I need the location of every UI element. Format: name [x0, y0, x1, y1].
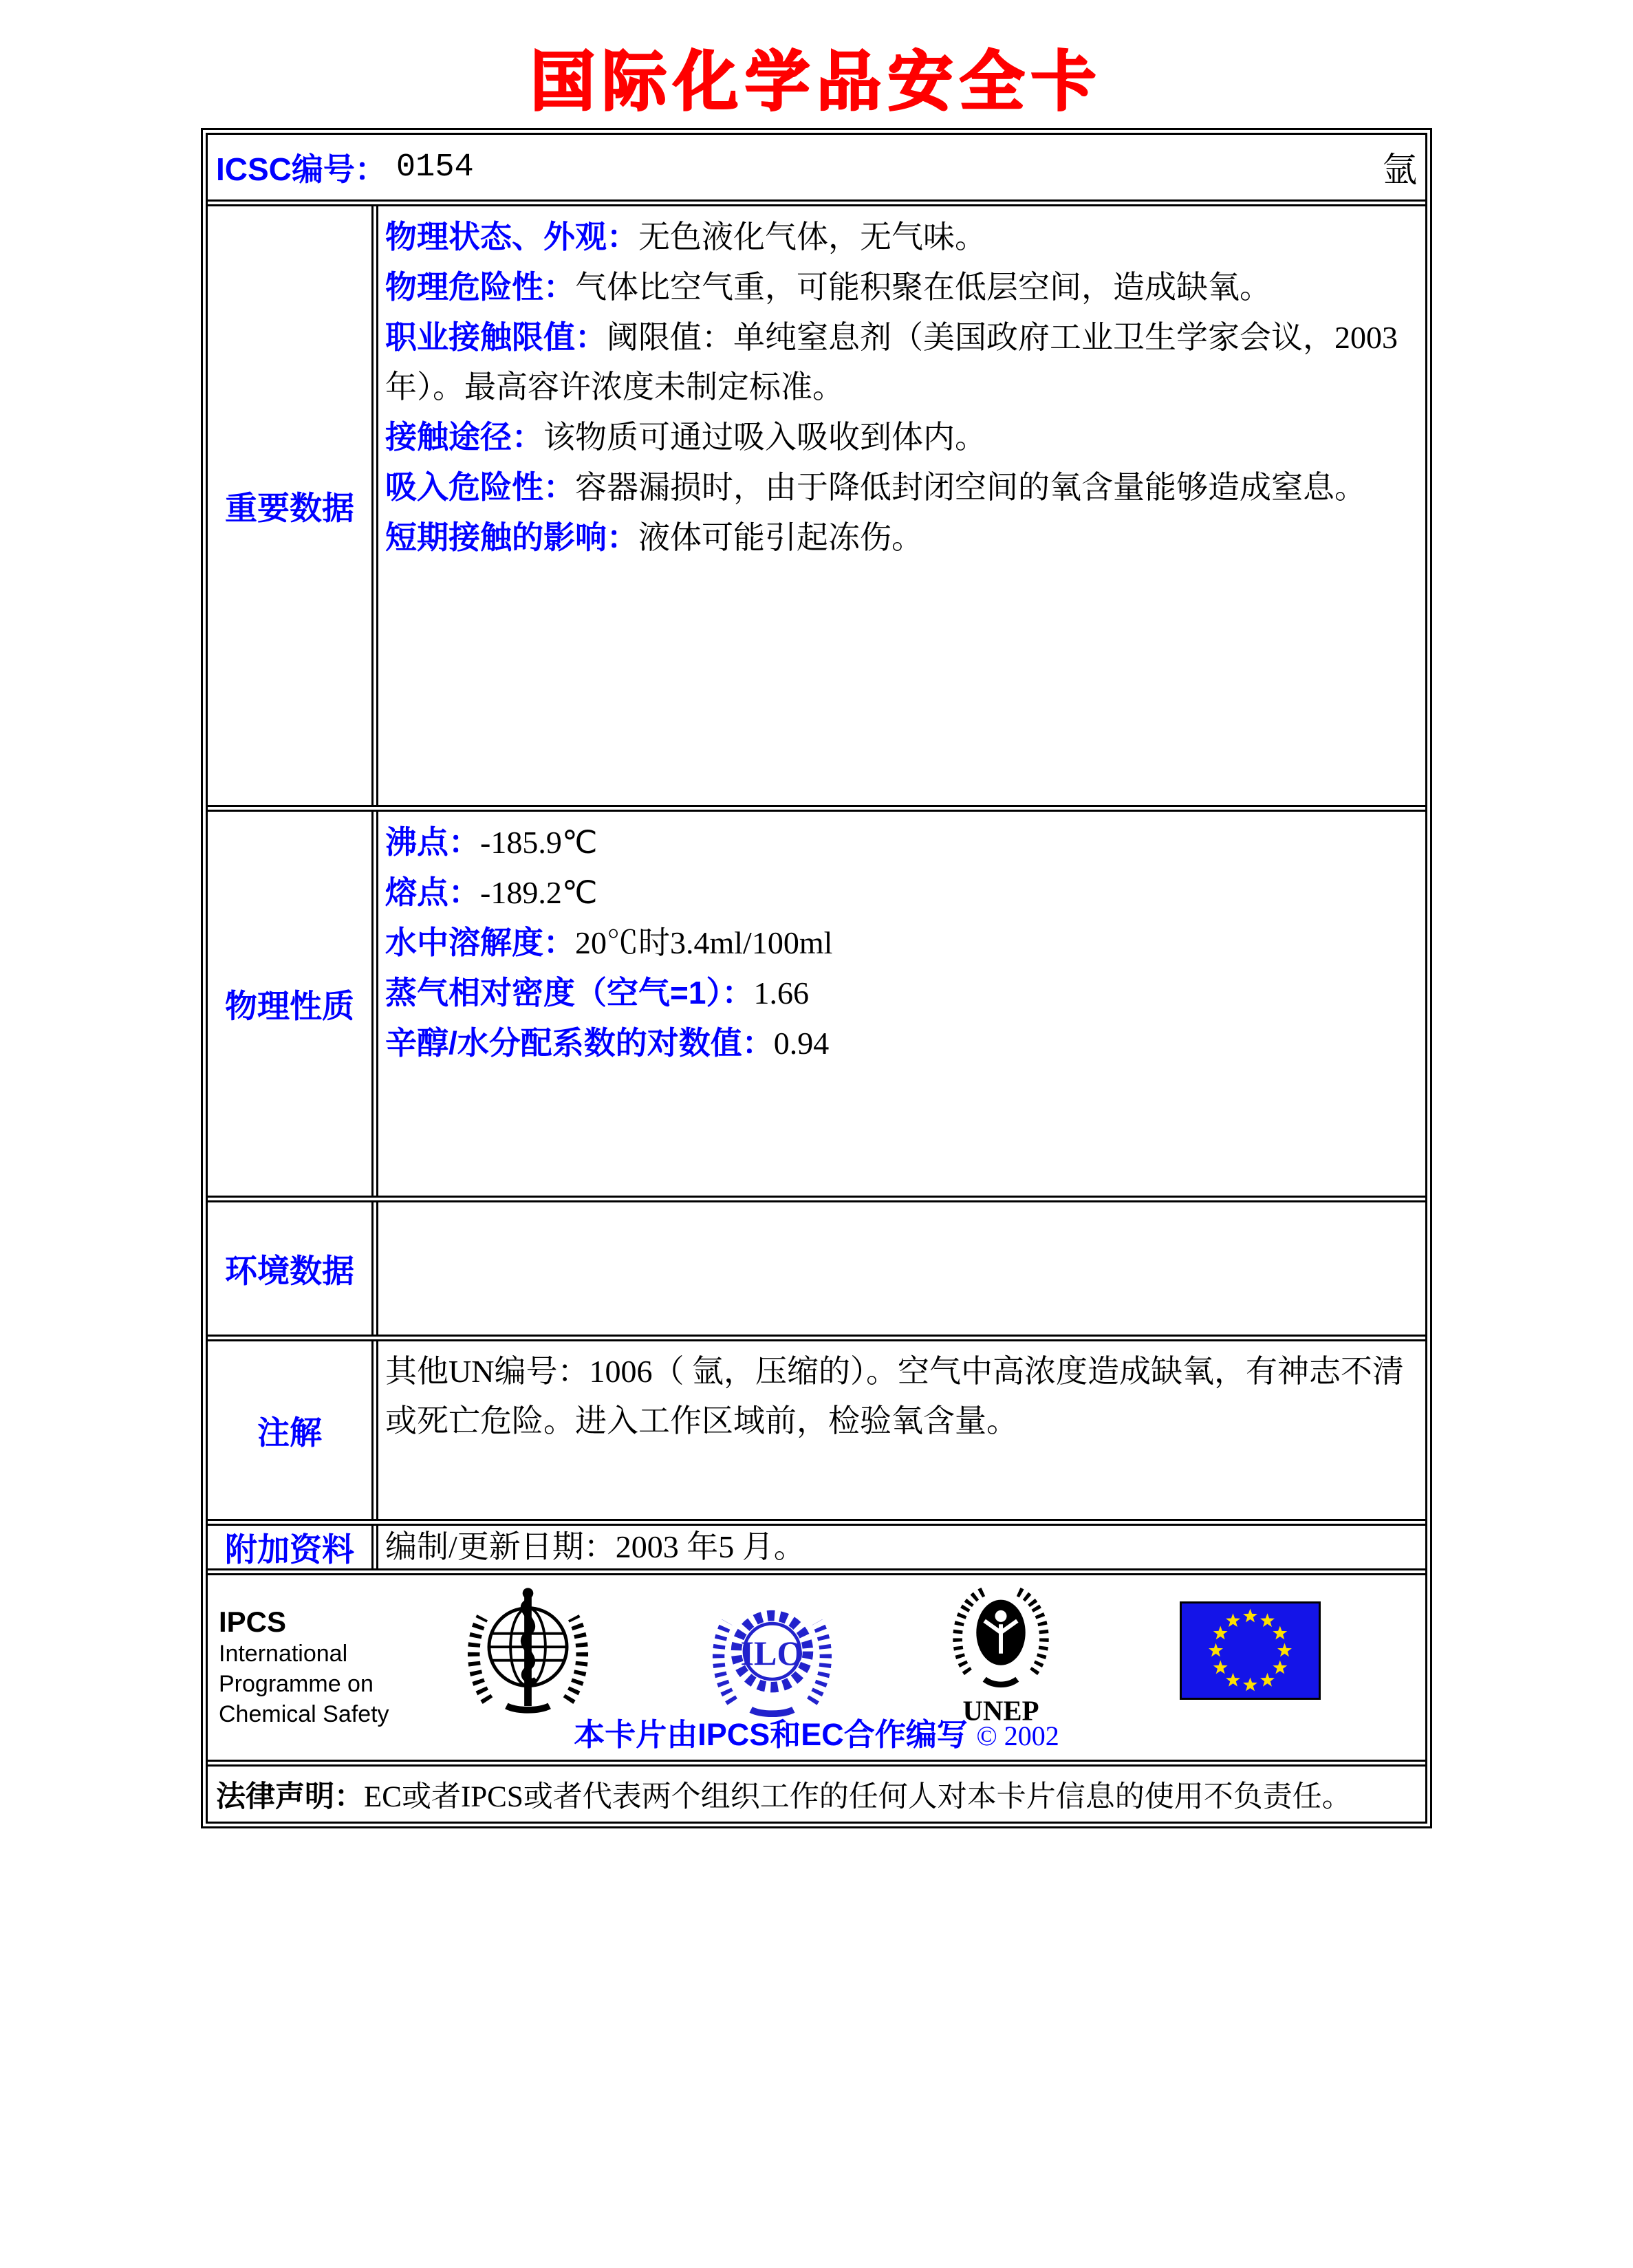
field-vapor-density: 蒸气相对密度（空气=1）：1.66: [385, 975, 809, 1011]
field-short-term-effects: 短期接触的影响：液体可能引起冻伤。: [385, 519, 923, 555]
notes-text: 其他UN编号：1006（ 氩，压缩的）。空气中高浓度造成缺氧，有神志不清或死亡危险。进入工作区域前，检验氧含量。: [385, 1354, 1404, 1438]
field-octanol-water-coefficient: 辛醇/水分配系数的对数值：0.94: [385, 1025, 830, 1061]
important-data-content: [378, 206, 1425, 805]
field-inhalation-risk: 吸入危险性：容器漏损时，由于降低封闭空间的氧含量能够造成窒息。: [385, 469, 1366, 505]
eu-flag-icon: [1180, 1601, 1321, 1703]
cooperation-caption-text: 本卡片由IPCS和EC合作编写: [574, 1717, 968, 1752]
field-melting-point: 熔点：-189.2℃: [385, 874, 598, 910]
field-boiling-point: 沸点：-185.9℃: [385, 824, 598, 860]
who-logo-icon: [461, 1582, 595, 1723]
section-notes: [208, 1335, 1425, 1519]
section-additional-info: [208, 1519, 1425, 1568]
copyright-text: © 2002: [976, 1720, 1059, 1751]
additional-info-content: [378, 1526, 1425, 1568]
header-row: [208, 135, 1425, 199]
field-water-solubility: 水中溶解度：20℃时3.4ml/100ml: [385, 925, 833, 960]
legal-notice-row: [208, 1760, 1425, 1822]
legal-notice-label: 法律声明：: [216, 1780, 364, 1813]
section-environmental-data: [208, 1196, 1425, 1335]
legal-notice-text: EC或者IPCS或者代表两个组织工作的任何人对本卡片信息的使用不负责任。: [364, 1780, 1352, 1813]
section-physical-properties: [208, 805, 1425, 1196]
ilo-logo-icon: [705, 1590, 839, 1721]
physical-properties-content: [378, 812, 1425, 1196]
section-label-important-data: 重要数据: [208, 206, 378, 805]
ipcs-line3: Chemical Safety: [219, 1701, 389, 1727]
field-physical-state: 物理状态、外观：无色液化气体，无气味。: [385, 219, 986, 255]
field-physical-danger: 物理危险性：气体比空气重，可能积聚在低层空间，造成缺氧。: [385, 269, 1271, 305]
ipcs-line2: Programme on: [219, 1671, 374, 1697]
ilo-logo-letters: ILO: [740, 1633, 804, 1672]
icsc-number-label: ICSC编号：: [216, 151, 387, 187]
chemical-name: 氩: [1383, 151, 1417, 189]
icsc-card: [201, 128, 1432, 1828]
cooperation-caption: [208, 1709, 1425, 1754]
unep-logo-letters: UNEP: [962, 1695, 1039, 1727]
field-occupational-limits: 职业接触限值：阈限值：单纯窒息剂（美国政府工业卫生学家会议，2003年）。最高容许浓度未制定标准。: [385, 319, 1398, 404]
section-label-physical-properties: 物理性质: [208, 812, 378, 1196]
environmental-data-content: [378, 1202, 1425, 1335]
section-label-notes: 注解: [208, 1341, 378, 1519]
page-title: 国际化学品安全卡: [530, 45, 1103, 118]
section-label-environmental-data: 环境数据: [208, 1202, 378, 1335]
ipcs-acronym: IPCS: [219, 1606, 287, 1638]
footer-logos-row: [208, 1568, 1425, 1760]
ipcs-line1: International: [219, 1641, 348, 1667]
icsc-number-value: 0154: [396, 149, 474, 186]
section-important-data: [208, 199, 1425, 805]
section-label-additional-info: 附加资料: [208, 1526, 378, 1568]
notes-content: [378, 1341, 1425, 1519]
icsc-document: [0, 45, 1633, 2268]
additional-info-text: 编制/更新日期：2003 年5 月。: [385, 1529, 805, 1565]
field-exposure-routes: 接触途径：该物质可通过吸入吸收到体内。: [385, 419, 986, 455]
